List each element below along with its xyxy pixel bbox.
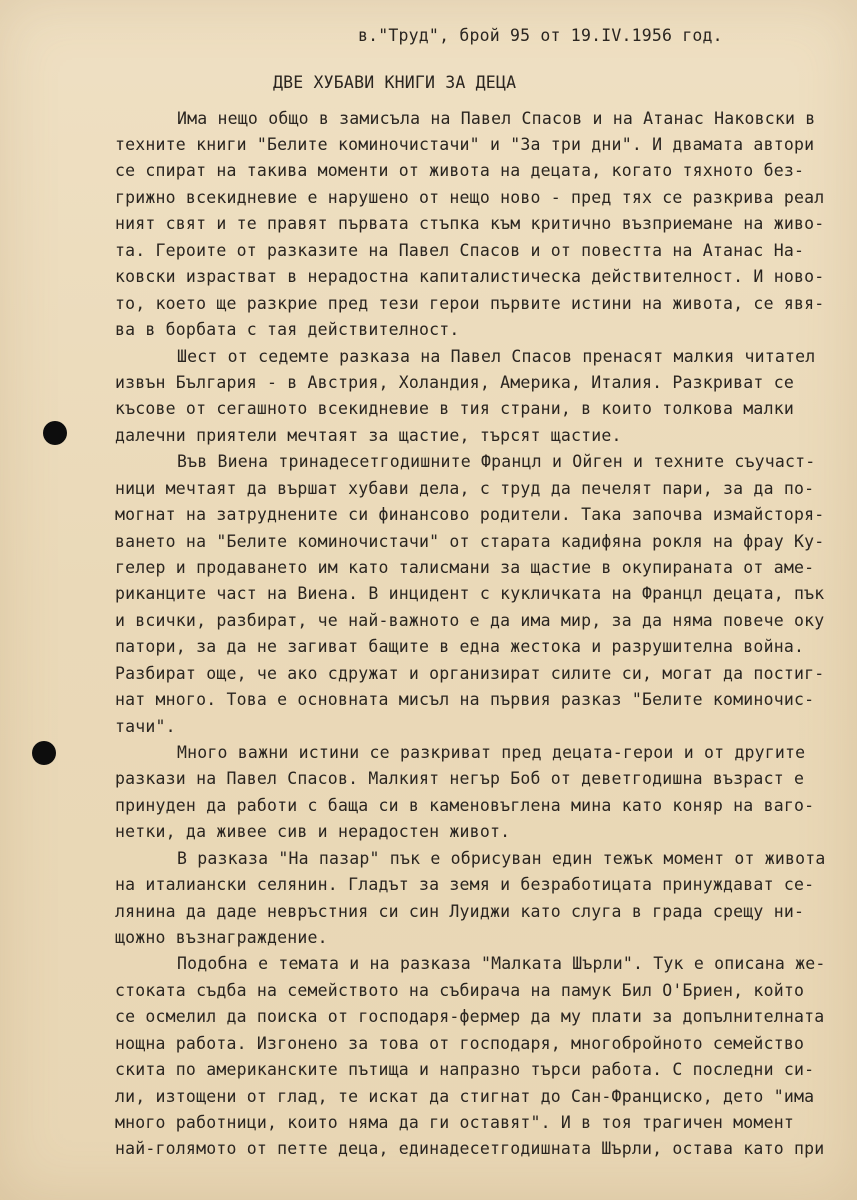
body-line: лянина да даде невръстния си син Луиджи като слуга в града срещу ни- (115, 902, 805, 921)
body-line: нетки, да живее сив и нерадостен живот. (115, 822, 511, 841)
body-line: нат много. Това е основната мисъл на първия разказ "Белите коминочис- (115, 690, 815, 709)
body-line: извън България - в Австрия, Холандия, Америка, Италия. Разкриват се (115, 373, 794, 392)
body-line: ковски израстват в нерадостна капиталистическа действителност. И ново- (115, 267, 825, 286)
body-line: ният свят и те правят първата стъпка към критично възприемане на живо- (115, 214, 825, 233)
article-title: ДВЕ ХУБАВИ КНИГИ ЗА ДЕЦА (273, 73, 517, 92)
body-line: гелер и продаването им като талисмани за щастие в окупираната от аме- (115, 558, 815, 577)
body-line: скита по американските пътища и напразно търси работа. С последни си- (115, 1060, 815, 1079)
body-line: грижно всекидневие е нарушено от нещо ново - пред тях се разкрива реал (115, 188, 825, 207)
body-line: тачи". (115, 717, 176, 736)
body-line: много работници, които няма да ги оставят". И в тоя трагичен момент (115, 1113, 794, 1132)
body-line: ва в борбата с тая действителност. (115, 320, 460, 339)
body-line: патори, за да не загиват бащите в една жестока и разрушителна война. (115, 637, 805, 656)
body-line: то, което ще разкрие пред тези герои първите истини на живота, се явя- (115, 294, 825, 313)
body-line: техните книги "Белите коминочистачи" и "За три дни". И двамата автори (115, 135, 815, 154)
body-line: разкази на Павел Спасов. Малкият негър Боб от деветгодишна възраст е (115, 769, 805, 788)
body-line: Шест от седемте разказа на Павел Спасов пренасят малкия читател (177, 347, 816, 366)
body-line: стоката съдба на семейството на събирача на памук Бил О'Бриен, който (115, 981, 805, 1000)
body-line: могнат на затруднените си финансово родители. Така започва измайсторя- (115, 505, 825, 524)
body-line: се осмелил да поиска от господаря-фермер да му плати за допълнителната (115, 1007, 825, 1026)
punch-hole (43, 421, 67, 445)
body-line: Разбират още, че ако сдружат и организират силите си, могат да постиг- (115, 664, 825, 683)
body-line: Във Виена тринадесетгодишните Францл и Ойген и техните съучаст- (177, 452, 816, 471)
body-line: принуден да работи с баща си в каменовъглена мина като коняр на ваго- (115, 796, 815, 815)
body-line: късове от сегашното всекидневие в тия страни, в които толкова малки (115, 399, 794, 418)
body-line: В разказа "На пазар" пък е обрисуван един тежък момент от живота (177, 849, 826, 868)
body-line: щожно възнаграждение. (115, 928, 328, 947)
body-line: Подобна е темата и на разказа "Малката Шърли". Тук е описана же- (177, 954, 826, 973)
body-line: най-голямото от петте деца, единадесетгодишната Шърли, остава като при (115, 1139, 825, 1158)
body-line: далечни приятели мечтаят за щастие, търсят щастие. (115, 426, 622, 445)
newspaper-source: в."Труд", брой 95 от 19.IV.1956 год. (358, 26, 723, 45)
body-line: се спират на такива моменти от живота на децата, когато тяхното без- (115, 161, 805, 180)
body-line: ването на "Белите коминочистачи" от старата кадифяна рокля на фрау Ку- (115, 532, 825, 551)
body-line: ли, изтощени от глад, те искат да стигнат до Сан-Франциско, дето "има (115, 1087, 815, 1106)
body-line: Има нещо общо в замисъла на Павел Спасов и на Атанас Наковски в (177, 109, 816, 128)
body-line: риканците част на Виена. В инцидент с кукличката на Францл децата, пък (115, 584, 825, 603)
body-line: ници мечтаят да вършат хубави дела, с труд да печелят пари, за да по- (115, 479, 815, 498)
body-line: та. Героите от разказите на Павел Спасов и от повестта на Атанас На- (115, 241, 805, 260)
body-line: на италиански селянин. Гладът за земя и безработицата принуждават се- (115, 875, 815, 894)
body-line: Много важни истини се разкриват пред децата-герои и от другите (177, 743, 806, 762)
body-line: нощна работа. Изгонено за това от господаря, многобройното семейство (115, 1034, 805, 1053)
body-line: и всички, разбират, че най-важното е да има мир, за да няма повече оку (115, 611, 825, 630)
